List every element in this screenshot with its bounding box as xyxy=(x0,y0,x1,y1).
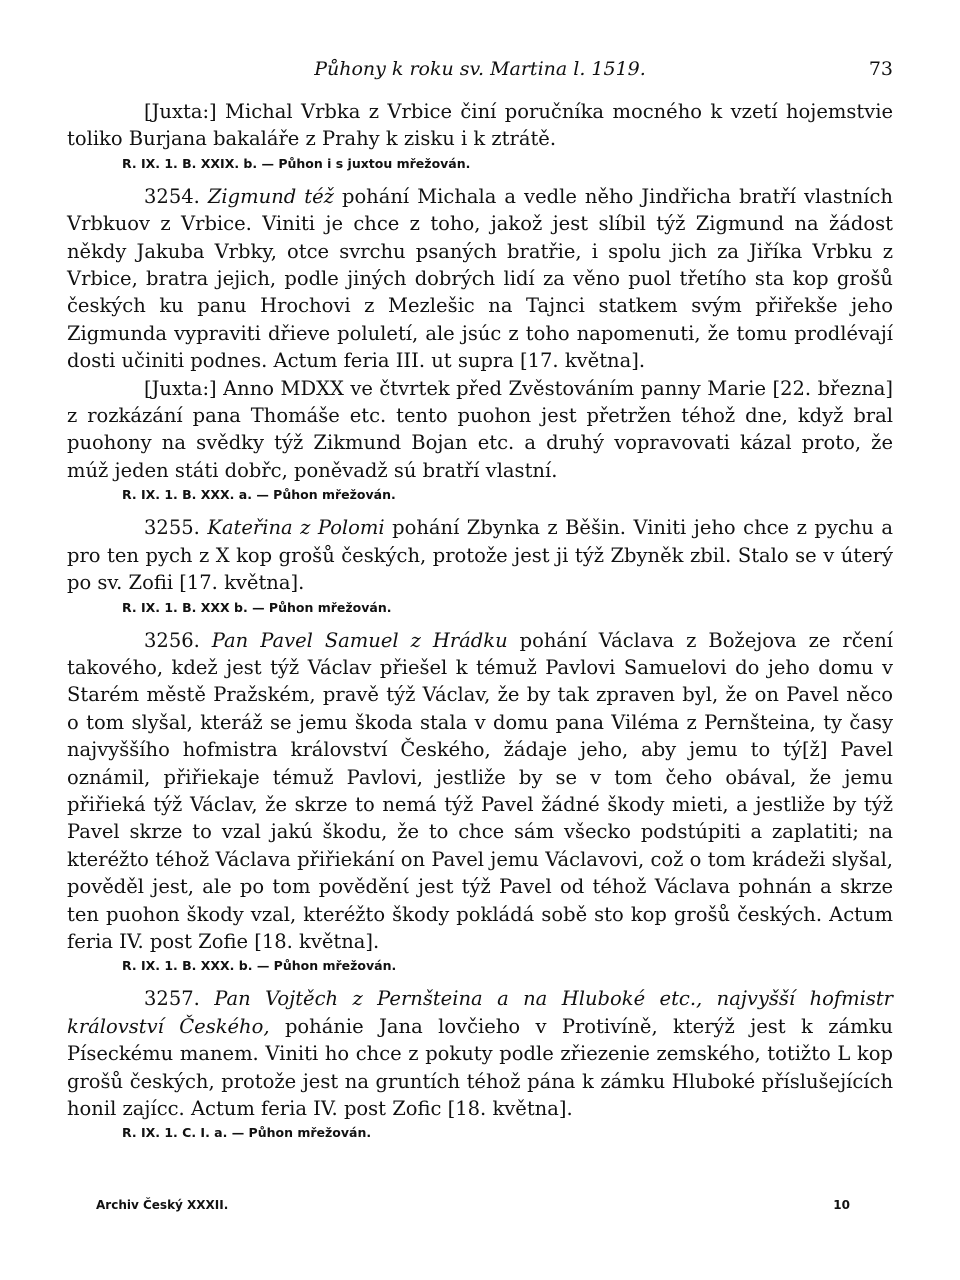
entry-number: 3254. xyxy=(144,184,200,208)
signature-mark: Archiv Český XXXII. xyxy=(96,1198,229,1212)
entry-reference: R. IX. 1. B. XXIX. b. — Půhon i s juxtou mřežován. xyxy=(122,155,471,171)
entry-3254 xyxy=(67,183,893,505)
entry-text: pohání Michala a vedle něho Jindřicha bratří vlastních Vrbkuov z Vrbice. Viniti je chce z toho, jakož jest slíbil týž Zigmund na žádost někdy Jakuba Vrbky, otce svrchu psaných bratřie, i spolu jich za Jiříka Vrbku z Vrbice, bratra jejich, podle jiných dobrých lidí za věno puol třetího sta kop grošů českých ku panu Hrochovi z Mezlešic na Tajnci statkem svým přiřekše jeho Zigmunda vypraviti dřieve poluletí, ale jsúc z toho napomenuti, že tomu prodlévají dosti učiniti podnes. Actum feria III. ut supra [17. května]. xyxy=(67,184,893,373)
page-footer xyxy=(96,1198,850,1212)
entry-reference: R. IX. 1. B. XXX. a. — Půhon mřežován. xyxy=(122,487,396,503)
page-header xyxy=(67,58,893,88)
entry-number: 3257. xyxy=(144,987,200,1011)
entry-reference: R. IX. 1. B. XXX. b. — Půhon mřežován. xyxy=(122,958,397,974)
entry-number: 3255. xyxy=(144,516,200,540)
entry-reference: R. IX. 1. C. I. a. — Půhon mřežován. xyxy=(122,1125,372,1141)
entry-3255 xyxy=(67,514,893,617)
entry-number: 3256. xyxy=(144,628,200,652)
page-number: 73 xyxy=(868,58,893,80)
entry-text: pohánie Jana lovčieho v Protivíně, kterýž jest k zámku Píseckému manem. Viniti ho chce z pokuty podle zřiezenie zemského, totižto L kop grošů českých, protože jest na gruntích téhož pána k zámku Hluboké příslušejících honil zajícc. Actum feria IV. post Zofic [18. května]. xyxy=(67,1014,893,1120)
entry-text: pohání Václava z Božejova ze rčení takového, kdež jest týž Václav přiešel k témuž Pavlovi Samuelovi do jeho domu v Starém městě Pražském, pravě týž Václav, že by tak zpraven byl, že on Pavel něco o tom slyšal, kteráž se jemu škoda stala v domu pana Viléma z Pernšteina, ty časy najvyššího hofmistra království Českého, žádaje jeho, aby jemu to tý[ž] Pavel oznámil, přiřiekaje témuž Pavlovi, jestliže by se v tom čeho obával, že jemu přiřieká týž Václav, že skrze to nemá týž Pavel žádné škody mieti, a jestliže by týž Pavel skrze to vzal jakú škodu, že to chce sám všecko podstúpiti a zaplatiti; na kteréžto téhož Václava přiřiekání on Pavel jemu Václavovi, což o tom krádeži slyšal, pověděl jest, ale po tom pověděnί jest týž Pavel od téhož Václava pohnán a skrze ten puohon škody vzal, kteréžto škody pokládá sobě sto kop grošů českých. Actum feria IV. post Zofie [18. května]. xyxy=(67,628,894,953)
entry-party: Zigmund též xyxy=(207,184,334,208)
document-page xyxy=(67,58,893,1152)
entry-party: Pan Vojtěch z Pernšteina a na Hluboké etc., najvyšší hofmistr království Českého, xyxy=(67,987,894,1038)
entry-juxta: [Juxta:] Anno MDXX ve čtvrtek před Zvěstováním panny Marie [22. března] z rozkázání pana Thomáše etc. tento puohon jest přetržen téhož dne, když bral puohony na svědky týž Zikmund Bojan etc. a druhý vopravovati kázal proto, že múž jeden státi dobřc, poněvadž sú bratří vlastní. xyxy=(67,376,893,482)
entry-3256 xyxy=(67,627,893,977)
entry-reference: R. IX. 1. B. XXX b. — Půhon mřežován. xyxy=(122,599,392,615)
running-title: Půhony k roku sv. Martina l. 1519. xyxy=(314,58,646,80)
entry-juxta-vrbka xyxy=(67,98,893,174)
entry-text: pohání Zbynka z Běšin. Viniti jeho chce z pychu a pro ten pych z X kop grošů českých, protože jest ji týž Zbyněk zbil. Stalo se v úterý po sv. Zofii [17. května]. xyxy=(67,516,893,595)
entry-text: Michal Vrbka z Vrbice činí poručníka mocného k vzetí hojemstvie toliko Burjana bakaláře z Prahy k zisku i k ztrátě. xyxy=(67,100,893,151)
juxta-lead: [Juxta:] xyxy=(144,100,217,123)
entry-party: Pan Pavel Samuel z Hrádku xyxy=(211,628,508,652)
sheet-number: 10 xyxy=(833,1198,850,1212)
entry-3257 xyxy=(67,985,893,1143)
entry-party: Kateřina z Polomi xyxy=(207,516,385,540)
